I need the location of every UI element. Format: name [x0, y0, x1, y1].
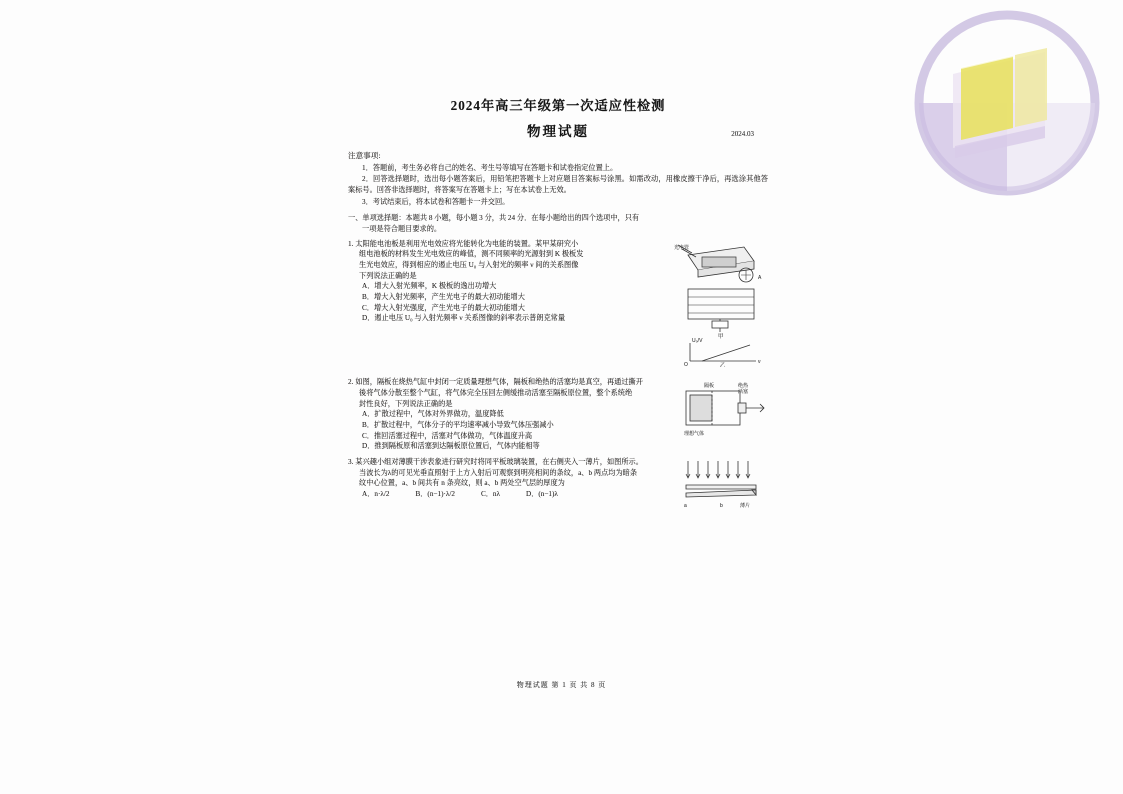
question-2 — [348, 377, 768, 452]
question-3-number: 3. — [348, 457, 354, 466]
question-3 — [348, 457, 768, 521]
question-3-line: 当波长为λ的可见光垂直照射于上方入射后可观察到明亮相间的条纹，a、b 两点均为暗条 — [359, 468, 638, 477]
notice-item: 3．考试结束后，将本试卷和答题卡一并交回。 — [362, 197, 510, 206]
notice-item: 2．回答选择题时，选出每小题答案后，用铅笔把答题卡上对应题目答案标号涂黑。如需改动，用橡皮擦干净后，再选涂其他答案标号。回答非选择题时，将答案写在答题卡上；写在本试卷上无效。 — [348, 175, 768, 195]
question-1-line: 生光电效应，得到相应的遏止电压 U₀ 与入射光的频率 ν 间的关系图像 — [359, 260, 579, 269]
question-1-option-c: C．增大入射光强度，产生光电子的最大初动能增大 — [362, 303, 525, 312]
question-2-option-c: C．推回活塞过程中，活塞对气体做功，气体温度升高 — [362, 431, 533, 440]
notice-list — [348, 163, 768, 208]
question-3-option-c: C．nλ — [480, 489, 500, 498]
question-2-figure — [676, 377, 768, 443]
svg-text:绝热: 绝热 — [738, 383, 749, 390]
section-one-heading — [348, 213, 768, 234]
svg-text:薄片: 薄片 — [740, 502, 751, 509]
question-1-figure — [672, 239, 768, 371]
svg-text:光电管: 光电管 — [674, 244, 690, 251]
document-content — [348, 96, 768, 526]
svg-text:活塞: 活塞 — [738, 389, 749, 396]
question-3-line: 纹中心位置，a、b 间共有 n 条亮纹，则 a、b 两处空气层的厚度为 — [359, 479, 565, 488]
notice-item: 1．答题前，考生务必将自己的姓名、考生号等填写在答题卡和试卷指定位置上。 — [362, 163, 618, 172]
section-one-head-cont: 一项是符合题目要求的。 — [362, 225, 442, 234]
question-1-option-a: A．增大入射光频率，K 极板的逸出功增大 — [362, 282, 497, 291]
svg-text:O: O — [684, 361, 688, 367]
question-1-number: 1. — [348, 239, 354, 248]
question-2-number: 2. — [348, 378, 354, 387]
svg-text:ν: ν — [758, 358, 761, 365]
svg-text:a: a — [684, 502, 687, 509]
notice-heading: 注意事项: — [348, 150, 381, 160]
question-1-line: 组电池板的材料发生光电效应的峰值，测不同频率的光源射到 K 极板发 — [359, 250, 584, 259]
question-1-stem: 太阳能电池板是利用光电效应将光能转化为电能的装置。某甲某研究小 — [355, 239, 579, 248]
question-2-stem: 如图，隔板在烧热气缸中封闭一定质量理想气体，隔板和绝热的活塞均是真空，再通过撕开 — [355, 378, 643, 387]
svg-text:A: A — [758, 274, 762, 281]
subtitle-row — [348, 122, 768, 142]
question-1-option-d: D．遏止电压 U₀ 与入射光频率 ν 关系图像的斜率表示普朗克常量 — [362, 314, 566, 323]
question-3-stem: 某兴趣小组对薄膜干涉表象进行研究时将同平板玻璃装置，在右侧夹入一薄片，如图所示。 — [355, 457, 643, 466]
svg-text:隔板: 隔板 — [704, 383, 715, 390]
question-2-option-a: A．扩散过程中，气体对外界做功，温度降低 — [362, 410, 504, 419]
page-subtitle: 物理试题 — [527, 123, 589, 139]
book-logo-watermark — [895, 8, 1105, 213]
svg-text:甲: 甲 — [718, 333, 724, 340]
page-title: 2024年高三年级第一次适应性检测 — [450, 98, 666, 113]
question-3-option-d: D．(n−1)λ — [526, 489, 558, 498]
svg-text:乙: 乙 — [720, 362, 726, 367]
question-2-option-b: B．扩散过程中，气体分子的平均速率减小导致气体压强减小 — [362, 420, 554, 429]
svg-text:U₀/V: U₀/V — [692, 337, 703, 344]
question-1-option-b: B．增大入射光频率，产生光电子的最大初动能增大 — [362, 292, 525, 301]
question-2-line: 後将气体分散至整个气缸，将气体完全压回左侧缓推动活塞至隔板原位置，整个系统绝 — [359, 388, 633, 397]
section-one-head-line: 一、单项选择题：本题共 8 小题，每小题 3 分，共 24 分．在每小题给出的四个选项中，只有 — [348, 214, 640, 223]
svg-text:理想气体: 理想气体 — [684, 431, 705, 438]
question-3-figure — [676, 457, 768, 519]
question-2-option-d: D．推到隔板原和活塞到达隔板原位置后，气体内能相等 — [362, 442, 540, 451]
question-1-line: 下列说法正确的是 — [359, 271, 417, 280]
question-2-line: 封性良好，下列说法正确的是 — [359, 399, 453, 408]
exam-date: 2024.03 — [731, 130, 754, 139]
question-3-option-a: A．n·λ/2 — [362, 489, 390, 498]
page-footer: 物理试题 第 1 页 共 8 页 — [516, 681, 607, 689]
svg-text:b: b — [720, 502, 723, 509]
question-3-option-b: B．(n−1)·λ/2 — [415, 489, 455, 498]
question-1 — [348, 239, 768, 373]
question-3-options — [348, 489, 670, 500]
